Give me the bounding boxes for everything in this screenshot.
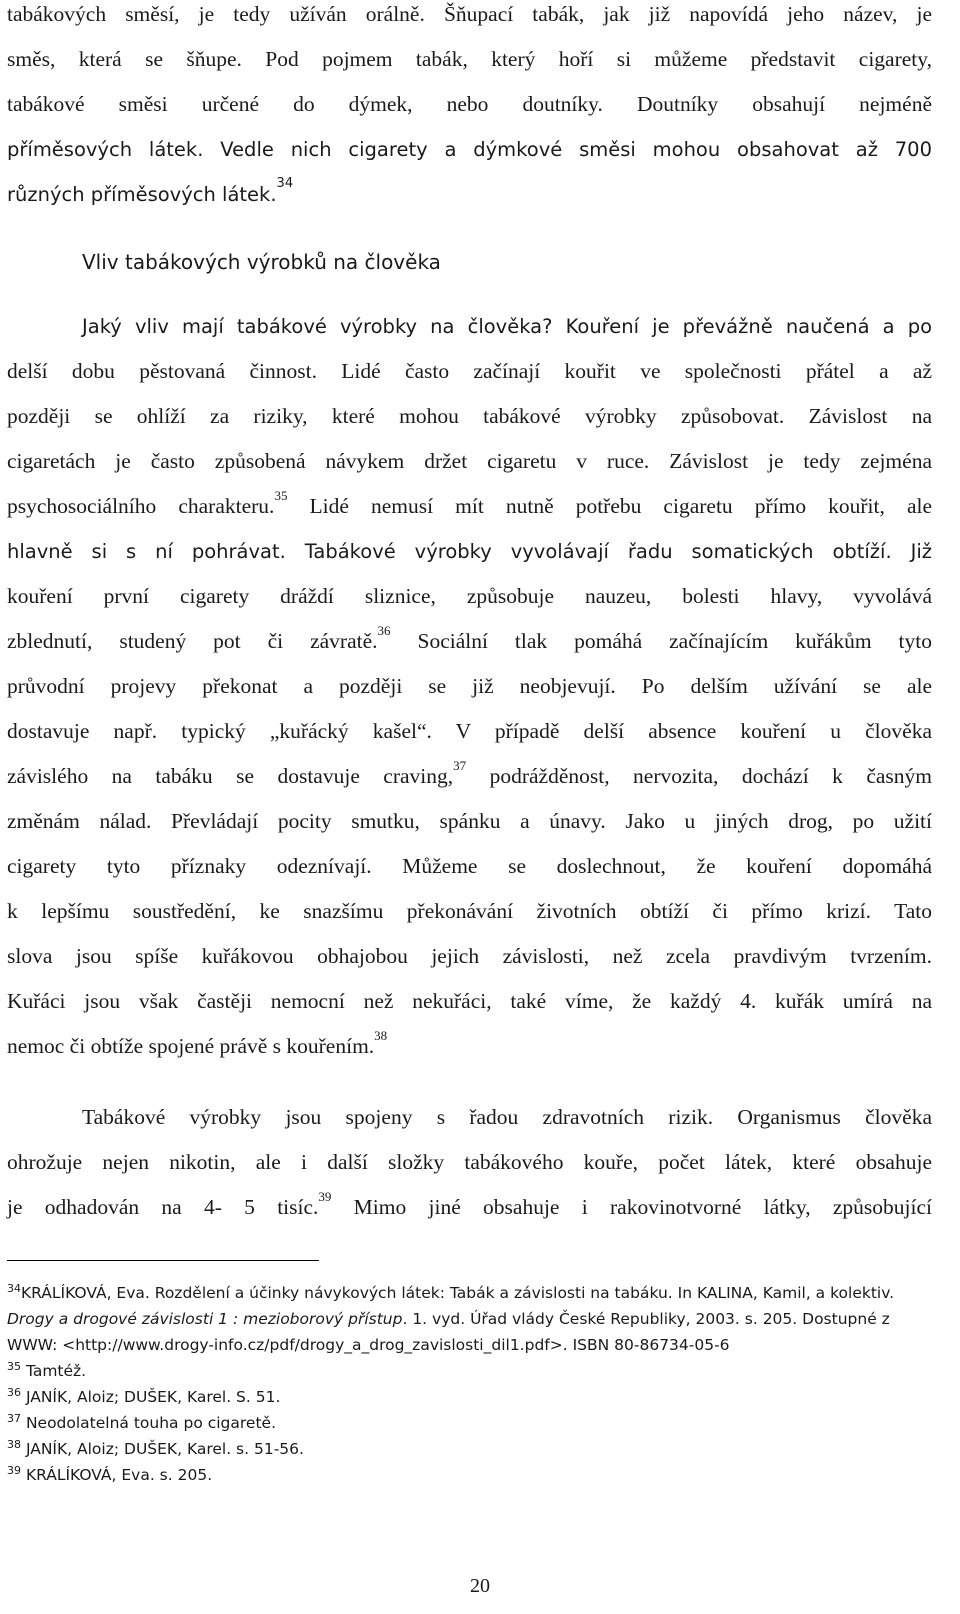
text-line: [7, 304, 932, 349]
text-line: [7, 619, 932, 664]
footnote-number: 34: [7, 1282, 21, 1295]
text-span: Lidé nemusí mít nutně potřebu cigaretu přímo kouřit, ale: [287, 494, 932, 518]
footnote-38: [7, 1436, 927, 1462]
text-span: zblednutí, studený pot či závratě.: [7, 629, 378, 653]
text-line: [7, 1185, 932, 1230]
text-span: různých příměsových látek.: [7, 183, 277, 206]
text-span: Mimo jiné obsahuje i rakovinotvorné látky, způsobující: [331, 1195, 932, 1219]
text-line: ohrožuje nejen nikotin, ale i další složky tabákového kouře, počet látek, které obsahuje: [7, 1150, 932, 1174]
footnote-ref-36: 36: [377, 623, 391, 638]
footnote-text: Neodolatelná touha po cigaretě.: [25, 1414, 277, 1432]
footnote-34: [7, 1280, 927, 1358]
text-line: průvodní projevy překonat a později se již neobjevují. Po delším užívání se ale: [7, 674, 932, 698]
text-line: [7, 172, 932, 217]
text-line: později se ohlíží za riziky, které mohou tabákové výrobky způsobovat. Závislost na: [7, 404, 932, 428]
text-line: delší dobu pěstovaná činnost. Lidé často začínají kouřit ve společnosti přátel a až: [7, 359, 932, 383]
footnote-number: 39: [7, 1464, 21, 1477]
text-line: [7, 1024, 932, 1069]
footnote-text: . 1. vyd. Úřad vlády České Republiky, 2003. s. 205. Dostupné z WWW: <http://www.drogy-info.cz/pdf/drogy_a_drog_zavislosti_dil1.pdf>. ISBN 80-86734-05-6: [7, 1310, 890, 1354]
footnote-text: KRÁLÍKOVÁ, Eva. s. 205.: [25, 1466, 213, 1484]
footnotes: [7, 1280, 927, 1488]
text-line: cigaretách je často způsobená návykem držet cigaretu v ruce. Závislost je tedy zejména: [7, 449, 932, 473]
text-line: Kuřáci jsou však častěji nemocní než nekuřáci, také víme, že každý 4. kuřák umírá na: [7, 989, 932, 1013]
footnote-number: 35: [7, 1360, 21, 1373]
footnote-number: 37: [7, 1412, 21, 1425]
footnote-text: JANÍK, Aloiz; DUŠEK, Karel. s. 51-56.: [25, 1440, 304, 1458]
text-line: [7, 1095, 932, 1140]
footnote-ref-34: 34: [276, 176, 294, 191]
text-span: Jaký vliv mají tabákové výrobky na člověka? Kouření je převážně naučená a po: [82, 315, 932, 338]
text-line: kouření první cigarety dráždí sliznice, způsobuje nauzeu, bolesti hlavy, vyvolává: [7, 584, 932, 608]
footnote-number: 36: [7, 1386, 21, 1399]
footnote-ref-37: 37: [453, 758, 467, 773]
text-span: psychosociálního charakteru.: [7, 494, 275, 518]
footnote-ref-35: 35: [274, 488, 288, 503]
text-span: Sociální tlak pomáhá začínajícím kuřákům tyto: [390, 629, 933, 653]
text-line: hlavně si s ní pohrávat. Tabákové výrobky vyvolávají řadu somatických obtíží. Již: [7, 540, 932, 563]
text-line: k lepšímu soustředění, ke snazšímu překonávání životních obtíží či přímo krizí. Tato: [7, 899, 932, 923]
text-line: směs, která se šňupe. Pod pojmem tabák, který hoří si můžeme představit cigarety,: [7, 47, 932, 71]
text-line: příměsových látek. Vedle nich cigarety a dýmkové směsi mohou obsahovat až 700: [7, 138, 932, 161]
paragraph-tobacco-types: [7, 0, 932, 217]
footnote-37: [7, 1410, 927, 1436]
text-span: Tabákové výrobky jsou spojeny s řadou zdravotních rizik. Organismus člověka: [82, 1105, 932, 1129]
footnote-36: [7, 1384, 927, 1410]
footnote-text: KRÁLÍKOVÁ, Eva. Rozdělení a účinky návykových látek: Tabák a závislosti na tabáku. In KALINA, Kamil, a kolektiv.: [21, 1284, 895, 1302]
text-span: nemoc či obtíže spojené právě s kouřením.: [7, 1034, 375, 1058]
footnote-35: [7, 1358, 927, 1384]
section-heading: Vliv tabákových výrobků na člověka: [82, 250, 441, 274]
text-line: tabákových směsí, je tedy užíván orálně. Šňupací tabák, jak již napovídá jeho název, je: [7, 2, 932, 26]
text-line: dostavuje např. typický „kuřácký kašel“. V případě delší absence kouření u člověka: [7, 719, 932, 743]
text-span: závislého na tabáku se dostavuje craving,: [7, 764, 454, 788]
paragraph-health-risks: [7, 1095, 932, 1230]
footnote-ref-39: 39: [318, 1189, 332, 1204]
footnote-text: JANÍK, Aloiz; DUŠEK, Karel. S. 51.: [25, 1388, 281, 1406]
page-number: 20: [470, 1575, 490, 1597]
text-line: [7, 484, 932, 529]
footnote-book-title: Drogy a drogové závislosti 1 : mezioborový přístup: [7, 1310, 403, 1328]
text-line: tabákové směsi určené do dýmek, nebo doutníky. Doutníky obsahují nejméně: [7, 92, 932, 116]
footnote-separator: [7, 1260, 319, 1261]
footnote-text: Tamtéž.: [25, 1362, 87, 1380]
text-line: změnám nálad. Převládají pocity smutku, spánku a únavy. Jako u jiných drog, po užití: [7, 809, 932, 833]
text-line: cigarety tyto příznaky odeznívají. Můžeme se doslechnout, že kouření dopomáhá: [7, 854, 932, 878]
footnote-39: [7, 1462, 927, 1488]
text-line: slova jsou spíše kuřákovou obhajobou jejich závislosti, než zcela pravdivým tvrzením.: [7, 944, 932, 968]
footnote-ref-38: 38: [374, 1028, 388, 1043]
text-line: [7, 754, 932, 799]
footnote-number: 38: [7, 1438, 21, 1451]
text-span: je odhadován na 4- 5 tisíc.: [7, 1195, 319, 1219]
text-span: podrážděnost, nervozita, dochází k časným: [466, 764, 932, 788]
paragraph-tobacco-influence: [7, 304, 932, 1069]
